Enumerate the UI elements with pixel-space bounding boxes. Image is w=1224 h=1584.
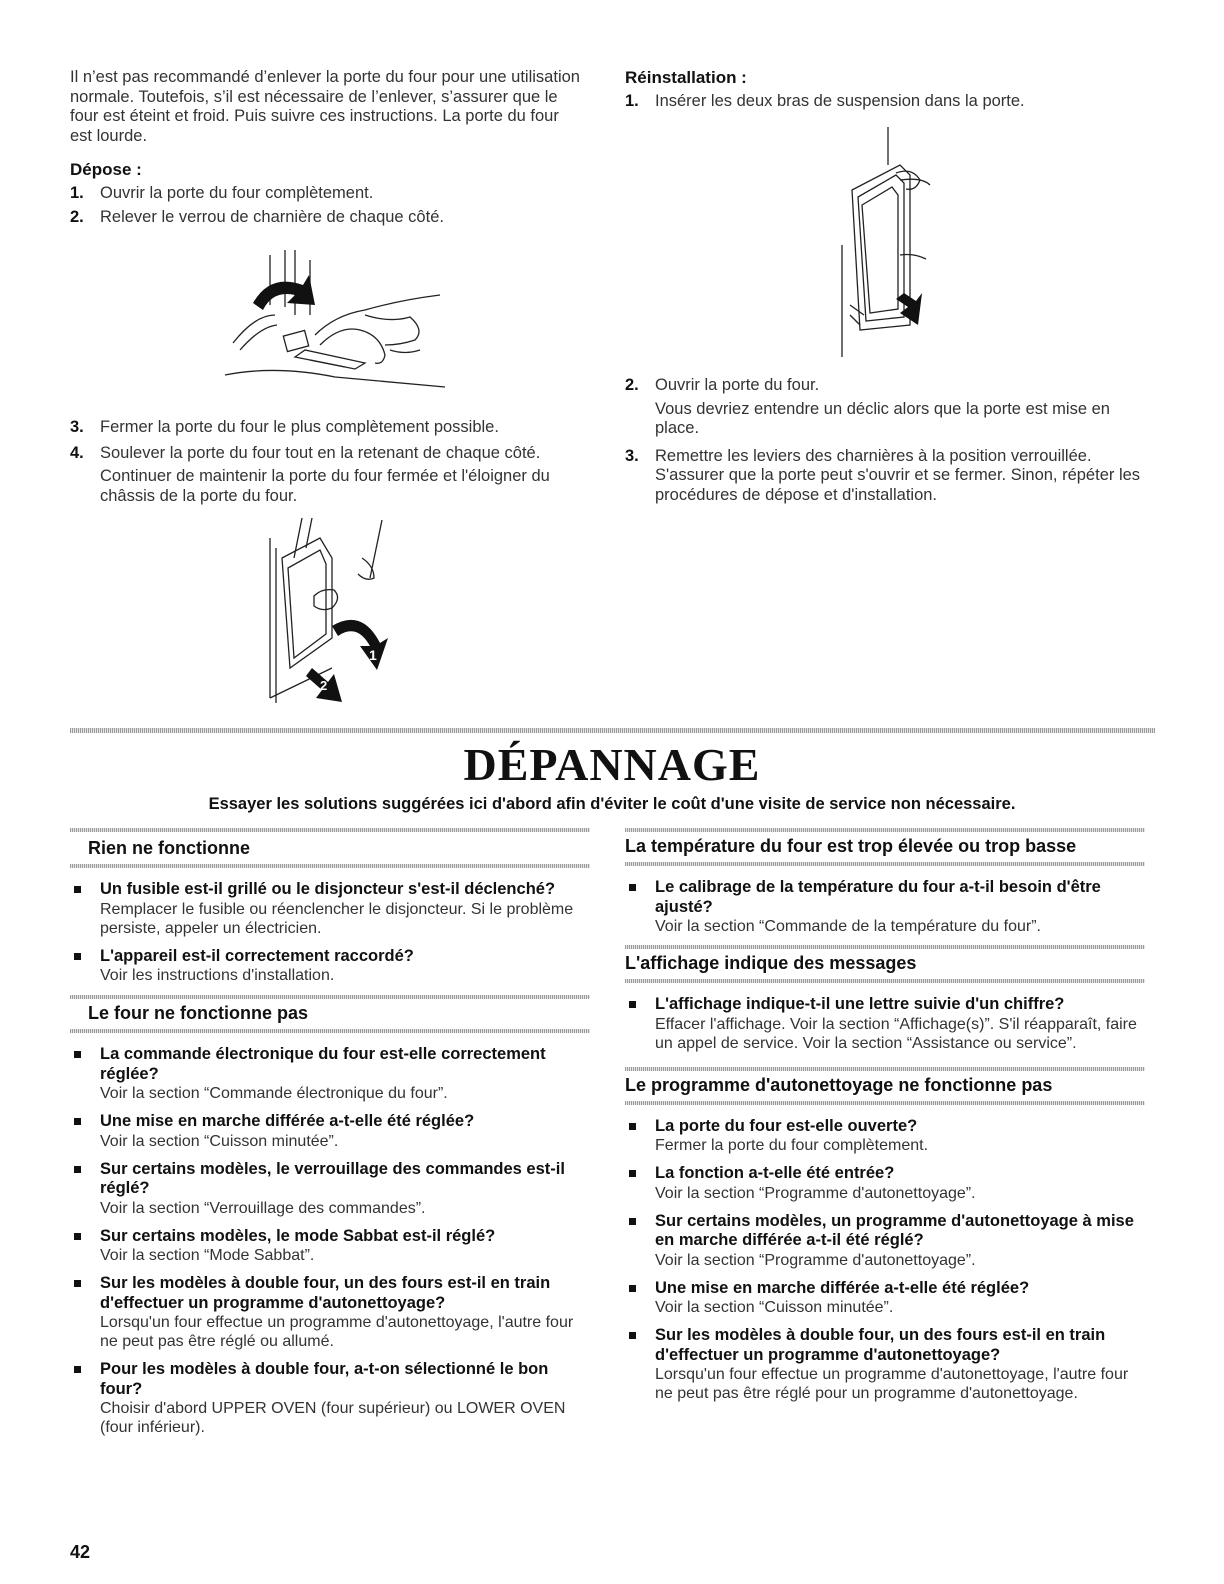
section-items xyxy=(625,1117,1145,1404)
bullet-icon xyxy=(629,1123,636,1130)
door-removal-column xyxy=(70,68,580,227)
section-header xyxy=(70,995,590,1033)
answer: Fermer la porte du four complètement. xyxy=(655,1137,929,1154)
curved-arrow-icon xyxy=(332,620,388,670)
bullet-icon xyxy=(74,886,81,893)
section-header xyxy=(625,828,1145,866)
troubleshooting-right-column xyxy=(625,828,1145,1412)
section-heading: Le programme d'autonettoyage ne fonctionne pas xyxy=(625,1074,1053,1095)
answer: Voir la section “Verrouillage des commandes”. xyxy=(100,1199,426,1217)
section-heading: L'affichage indique des messages xyxy=(625,953,917,973)
list-item xyxy=(625,1326,1145,1403)
list-item xyxy=(70,1227,590,1266)
question: Une mise en marche différée a-t-elle été réglée? xyxy=(655,1278,1030,1297)
removal-step xyxy=(70,444,580,507)
bullet-icon xyxy=(74,1366,81,1373)
step-number: 4. xyxy=(70,443,84,462)
section-items xyxy=(70,880,590,985)
divider xyxy=(625,828,1145,832)
question: Le calibrage de la température du four a-t-il besoin d'être ajusté? xyxy=(655,878,1101,916)
divider xyxy=(70,864,590,868)
answer: Voir la section “Programme d'autonettoyage”. xyxy=(655,1251,976,1269)
section-header xyxy=(70,828,590,868)
step-text: Ouvrir la porte du four complètement. xyxy=(100,184,374,202)
step-text: Insérer les deux bras de suspension dans la porte. xyxy=(655,92,1025,110)
divider xyxy=(70,828,590,832)
question: Sur certains modèles, le mode Sabbat est-il réglé? xyxy=(100,1226,496,1245)
reinstall-step xyxy=(625,447,1145,506)
curved-arrow-icon xyxy=(306,668,342,702)
step-text: Fermer la porte du four le plus complètement possible. xyxy=(100,418,499,436)
question: Un fusible est-il grillé ou le disjoncteur s'est-il déclenché? xyxy=(100,880,556,898)
removal-steps-continued xyxy=(70,418,580,506)
door-reinstall-illustration xyxy=(830,125,940,360)
bullet-icon xyxy=(629,1170,636,1177)
removal-heading: Dépose : xyxy=(70,160,142,179)
step-text: Relever le verrou de charnière de chaque côté. xyxy=(100,207,444,226)
section-items xyxy=(70,1045,590,1437)
door-reinstall-column xyxy=(625,68,1145,112)
divider xyxy=(70,995,590,999)
bullet-icon xyxy=(74,1280,81,1287)
arrow-label: 1 xyxy=(369,647,377,663)
answer: Voir la section “Cuisson minutée”. xyxy=(100,1132,339,1150)
step-text: Remettre les leviers des charnières à la position verrouillée. S'assurer que la porte peut s'ouvrir et se fermer. Sinon, répéter les procédures de dépose et d'installation. xyxy=(655,446,1141,504)
section-heading: Le four ne fonctionne pas xyxy=(88,1003,309,1023)
list-item xyxy=(70,1112,590,1151)
door-lift-illustration xyxy=(262,518,402,710)
list-item xyxy=(625,1279,1145,1318)
answer: Voir la section “Commande de la température du four”. xyxy=(655,918,1041,935)
section-heading: La température du four est trop élevée ou trop basse xyxy=(625,836,1077,856)
hinge-latch-illustration xyxy=(215,245,455,395)
troubleshooting-left-column xyxy=(70,828,590,1446)
removal-step xyxy=(70,208,580,228)
question: L'affichage indique-t-il une lettre suivie d'un chiffre? xyxy=(655,995,1065,1013)
reinstall-step xyxy=(625,92,1145,112)
step-note: Continuer de maintenir la porte du four fermée et l'éloigner du châssis de la porte du four. xyxy=(100,467,550,505)
divider xyxy=(625,979,1145,983)
answer: Choisir d'abord UPPER OVEN (four supérieur) ou LOWER OVEN (four inférieur). xyxy=(100,1400,566,1436)
bullet-icon xyxy=(629,1332,636,1339)
step-number: 3. xyxy=(625,446,639,465)
bullet-icon xyxy=(74,1118,81,1125)
bullet-icon xyxy=(629,1001,636,1008)
section-header xyxy=(625,945,1145,983)
answer: Lorsqu'un four effectue un programme d'autonettoyage, l'autre four ne peut pas être réglé ou allumé. xyxy=(100,1314,574,1350)
answer: Voir la section “Cuisson minutée”. xyxy=(655,1299,894,1316)
arrow-icon xyxy=(896,293,922,325)
removal-step xyxy=(70,418,580,438)
question: Sur certains modèles, le verrouillage des commandes est-il réglé? xyxy=(100,1159,565,1197)
question: La commande électronique du four est-elle correctement réglée? xyxy=(100,1045,546,1083)
section-items xyxy=(625,878,1145,936)
answer: Remplacer le fusible ou réenclencher le disjoncteur. Si le problème persiste, appeler un électricien. xyxy=(100,900,574,937)
answer: Voir la section “Commande électronique du four”. xyxy=(100,1085,448,1102)
list-item xyxy=(70,880,590,938)
list-item xyxy=(625,1164,1145,1203)
step-note: Vous devriez entendre un déclic alors que la porte est mise en place. xyxy=(655,399,1110,437)
question: Pour les modèles à double four, a-t-on sélectionné le bon four? xyxy=(100,1360,549,1398)
question: Sur les modèles à double four, un des fours est-il en train d'effectuer un programme d'autonettoyage? xyxy=(655,1326,1106,1364)
list-item xyxy=(70,1274,590,1351)
curved-arrow-icon xyxy=(253,275,315,310)
question: L'appareil est-il correctement raccordé? xyxy=(100,946,414,965)
divider xyxy=(625,1067,1145,1071)
divider xyxy=(70,1029,590,1033)
intro-paragraph: Il n’est pas recommandé d’enlever la porte du four pour une utilisation normale. Toutefois, s’il est nécessaire de l’enlever, s’assurer que le four est éteint et froid. Puis suivre ces instructions. La porte du four est lourde. xyxy=(70,68,580,145)
answer: Effacer l'affichage. Voir la section “Affichage(s)”. S'il réapparaît, faire un appel de service. Voir la section “Assistance ou service”. xyxy=(655,1015,1137,1052)
question: Sur certains modèles, un programme d'autonettoyage à mise en marche différée a-t-il été réglé? xyxy=(655,1211,1134,1249)
section-divider xyxy=(70,728,1155,733)
section-heading: Rien ne fonctionne xyxy=(88,838,250,858)
answer: Voir les instructions d'installation. xyxy=(100,967,335,984)
removal-step xyxy=(70,184,580,204)
page-subtitle: Essayer les solutions suggérées ici d'abord afin d'éviter le coût d'une visite de service non nécessaire. xyxy=(208,795,1016,813)
step-number: 3. xyxy=(70,418,84,436)
bullet-icon xyxy=(629,1285,636,1292)
step-text: Soulever la porte du four tout en la retenant de chaque côté. xyxy=(100,443,541,462)
answer: Voir la section “Mode Sabbat”. xyxy=(100,1247,315,1264)
bullet-icon xyxy=(74,1233,81,1240)
answer: Voir la section “Programme d'autonettoyage”. xyxy=(655,1184,976,1202)
page-number: 42 xyxy=(70,1542,91,1562)
step-number: 1. xyxy=(70,184,84,202)
reinstall-heading: Réinstallation : xyxy=(625,68,747,87)
question: Une mise en marche différée a-t-elle été réglée? xyxy=(100,1112,475,1130)
bullet-icon xyxy=(74,1166,81,1173)
question: La fonction a-t-elle été entrée? xyxy=(655,1164,895,1182)
step-text: Ouvrir la porte du four. xyxy=(655,376,820,394)
divider xyxy=(625,1101,1145,1105)
bullet-icon xyxy=(629,884,636,891)
reinstall-step xyxy=(625,376,1145,439)
list-item xyxy=(625,1212,1145,1270)
step-number: 2. xyxy=(70,207,84,226)
list-item xyxy=(625,878,1145,936)
section-header xyxy=(625,1067,1145,1105)
step-number: 2. xyxy=(625,376,639,394)
list-item xyxy=(70,1360,590,1437)
bullet-icon xyxy=(74,953,81,960)
arrow-label: 2 xyxy=(320,678,328,693)
list-item xyxy=(70,1045,590,1103)
question: Sur les modèles à double four, un des fours est-il en train d'effectuer un programme d'autonettoyage? xyxy=(100,1274,551,1312)
page-title: DÉPANNAGE xyxy=(463,739,761,790)
list-item xyxy=(625,1117,1145,1156)
bullet-icon xyxy=(629,1218,636,1225)
question: La porte du four est-elle ouverte? xyxy=(655,1116,918,1135)
step-number: 1. xyxy=(625,92,639,110)
divider xyxy=(625,945,1145,949)
list-item xyxy=(625,995,1145,1053)
answer: Lorsqu'un four effectue un programme d'autonettoyage, l'autre four ne peut pas être réglé pour un programme d'autonettoyage. xyxy=(655,1366,1129,1402)
list-item xyxy=(70,1160,590,1218)
list-item xyxy=(70,947,590,986)
section-items xyxy=(625,995,1145,1053)
reinstall-steps-continued xyxy=(625,376,1145,505)
bullet-icon xyxy=(74,1051,81,1058)
divider xyxy=(625,862,1145,866)
